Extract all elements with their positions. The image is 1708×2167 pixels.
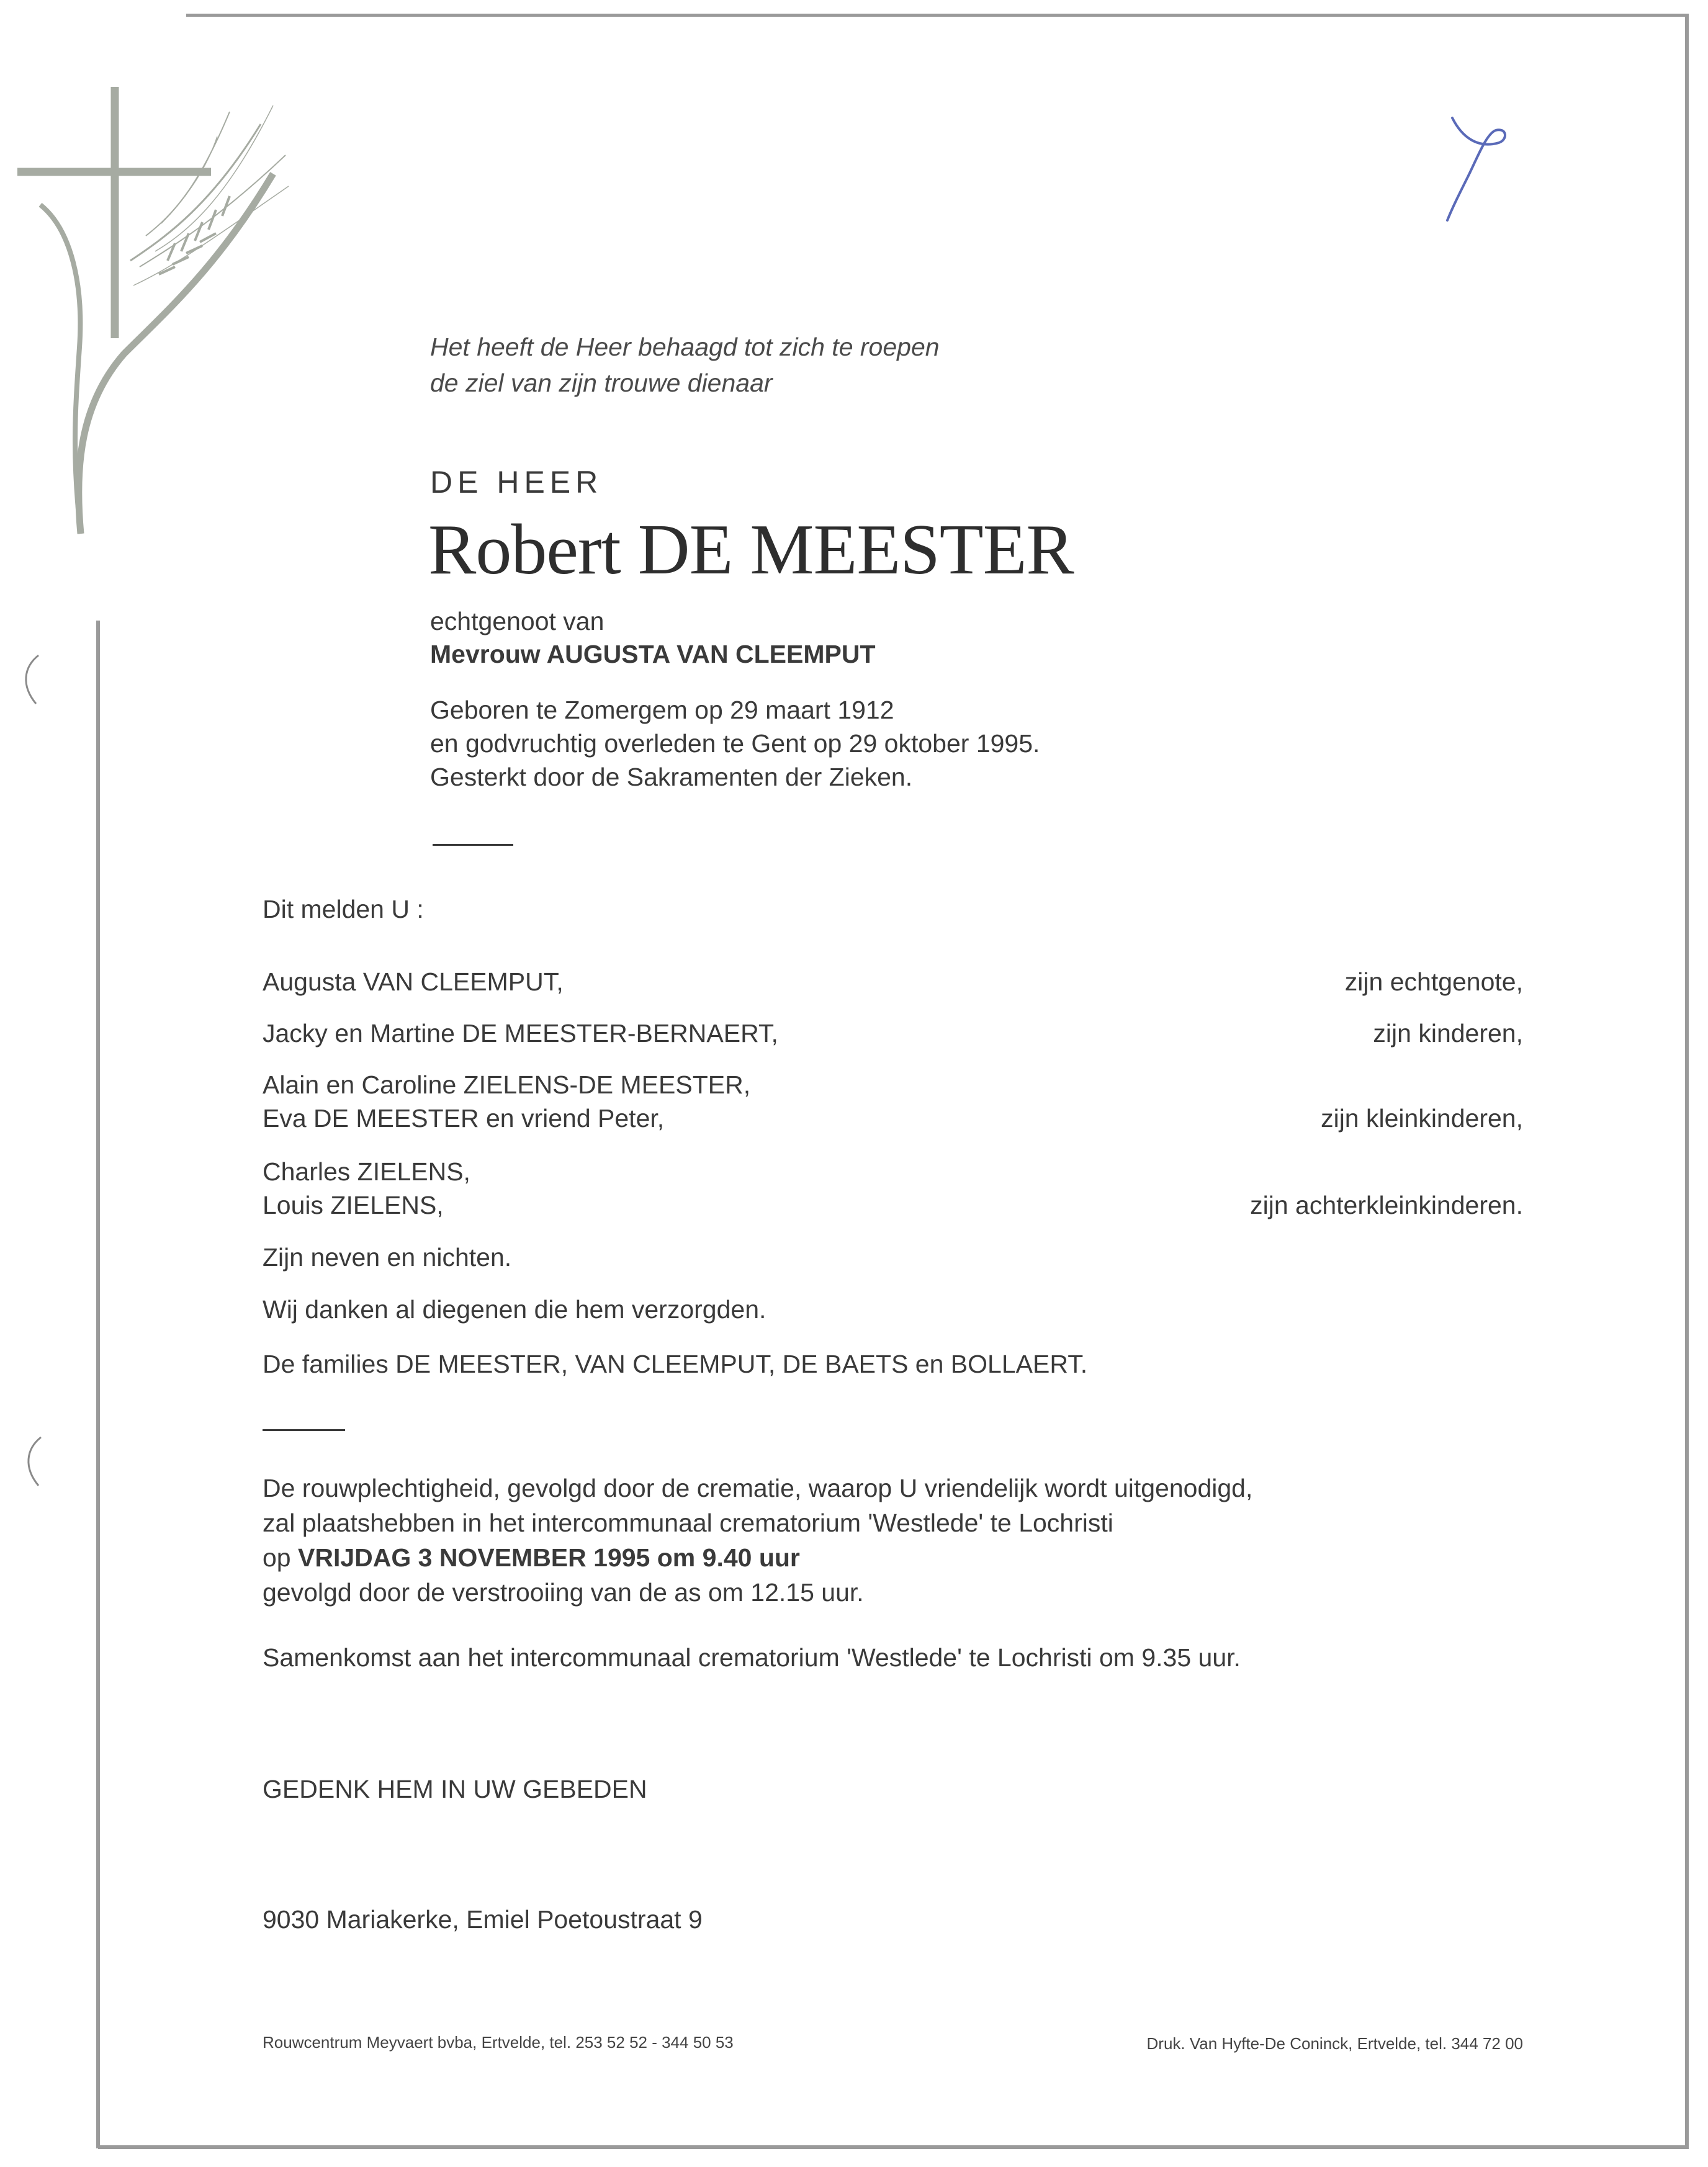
- mourner-relation: zijn kleinkinderen,: [1321, 1104, 1523, 1133]
- mourner-name: Charles ZIELENS,: [263, 1157, 470, 1186]
- intro-line: Het heeft de Heer behaagd tot zich te roepen: [430, 333, 940, 361]
- punch-hole-mark: [20, 1433, 45, 1489]
- intro-line: de ziel van zijn trouwe dienaar: [430, 369, 773, 397]
- handwritten-x-mark: [1434, 105, 1521, 230]
- nephews-nieces-line: Zijn neven en nichten.: [263, 1243, 512, 1272]
- sacraments-line: Gesterkt door de Sakramenten der Zieken.: [430, 763, 913, 791]
- intro-text: [430, 329, 940, 401]
- page-border-bottom: [98, 2145, 1689, 2149]
- punch-hole-mark: [17, 652, 42, 707]
- gathering-line: Samenkomst aan het intercommunaal crematorium 'Westlede' te Lochristi om 9.35 uur.: [263, 1643, 1241, 1672]
- spouse-name: Mevrouw AUGUSTA VAN CLEEMPUT: [430, 640, 876, 668]
- families-line: De families DE MEESTER, VAN CLEEMPUT, DE BAETS en BOLLAERT.: [263, 1350, 1088, 1378]
- mourner-relation: zijn achterkleinkinderen.: [1250, 1191, 1523, 1219]
- page-border-right: [1685, 14, 1689, 2148]
- honorific: DE HEER: [430, 465, 603, 500]
- footer-funeral-home: Rouwcentrum Meyvaert bvba, Ertvelde, tel. 253 52 52 - 344 50 53: [263, 2033, 734, 2052]
- service-line: zal plaatshebben in het intercommunaal crematorium 'Westlede' te Lochristi: [263, 1509, 1113, 1537]
- prayer-request: GEDENK HEM IN UW GEBEDEN: [263, 1775, 647, 1803]
- life-details: [430, 693, 1040, 794]
- page-border-left: [96, 621, 100, 2148]
- address: 9030 Mariakerke, Emiel Poetoustraat 9: [263, 1905, 703, 1934]
- footer-printer: Druk. Van Hyfte-De Coninck, Ertvelde, tel. 344 72 00: [1146, 2034, 1523, 2053]
- divider: [263, 1429, 345, 1431]
- mourner-name: Eva DE MEESTER en vriend Peter,: [263, 1104, 665, 1133]
- cross-wheat-emblem: [12, 81, 298, 565]
- thanks-line: Wij danken al diegenen die hem verzorgden.: [263, 1295, 766, 1324]
- service-date: VRIJDAG 3 NOVEMBER 1995 om 9.40 uur: [298, 1543, 800, 1572]
- service-date-prefix: op: [263, 1543, 298, 1572]
- deceased-name: Robert DE MEESTER: [428, 510, 1074, 590]
- service-details: [263, 1471, 1252, 1610]
- page-border-top: [186, 14, 1688, 17]
- mourner-name: Alain en Caroline ZIELENS-DE MEESTER,: [263, 1070, 751, 1099]
- service-date-line: [263, 1540, 1252, 1575]
- birth-line: Geboren te Zomergem op 29 maart 1912: [430, 696, 894, 724]
- mourner-name: Louis ZIELENS,: [263, 1191, 444, 1219]
- mourners-intro: Dit melden U :: [263, 895, 424, 923]
- mourner-relation: zijn kinderen,: [1373, 1019, 1523, 1048]
- divider: [433, 844, 513, 846]
- mourner-name: Jacky en Martine DE MEESTER-BERNAERT,: [263, 1019, 778, 1048]
- death-line: en godvruchtig overleden te Gent op 29 oktober 1995.: [430, 729, 1040, 758]
- mourner-relation: zijn echtgenote,: [1344, 967, 1523, 996]
- mourner-name: Augusta VAN CLEEMPUT,: [263, 967, 564, 996]
- service-line: De rouwplechtigheid, gevolgd door de crematie, waarop U vriendelijk wordt uitgenodigd,: [263, 1474, 1253, 1502]
- spouse-label: echtgenoot van: [430, 607, 605, 635]
- service-line: gevolgd door de verstrooiing van de as om 12.15 uur.: [263, 1578, 864, 1607]
